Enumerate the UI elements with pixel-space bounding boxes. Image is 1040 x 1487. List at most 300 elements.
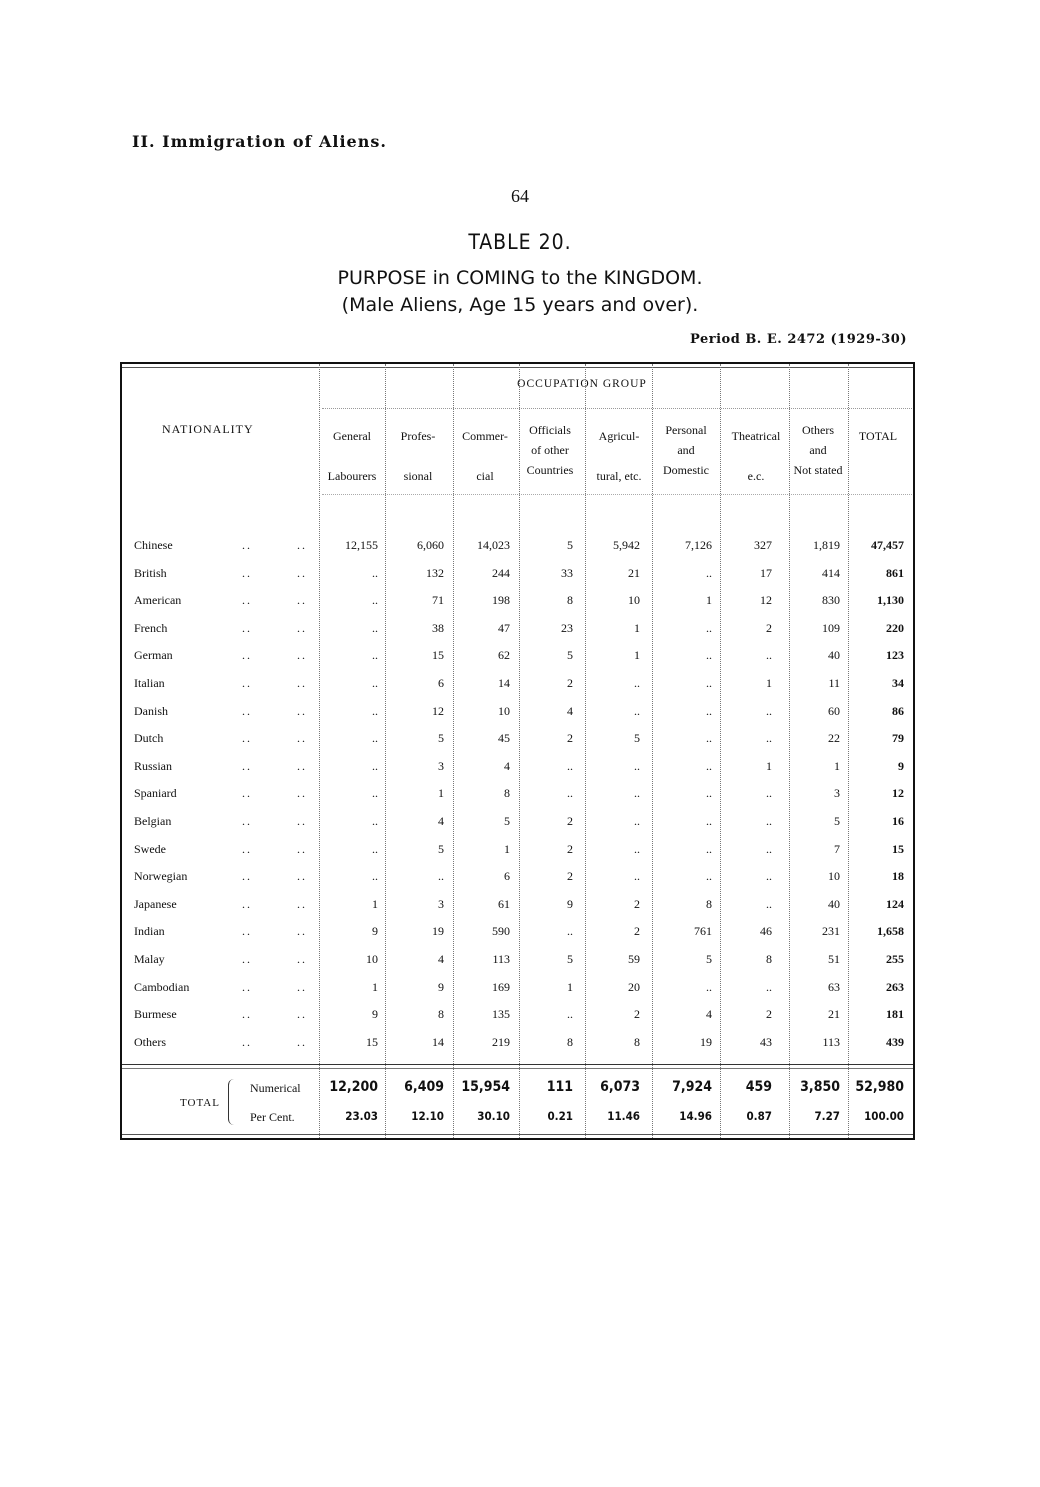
value-cell: 7 bbox=[834, 841, 840, 856]
value-cell: .. bbox=[766, 786, 772, 801]
value-cell: 198 bbox=[492, 593, 510, 608]
row-total-cell: 34 bbox=[892, 676, 904, 690]
nationality-cell: British bbox=[134, 565, 167, 580]
leader-dots: .. bbox=[297, 1034, 307, 1049]
value-cell: 9 bbox=[567, 896, 573, 911]
value-cell: 4 bbox=[438, 814, 444, 828]
value-cell: 14,023 bbox=[477, 538, 510, 552]
value-cell: 21 bbox=[628, 565, 640, 580]
column-header-line: sional bbox=[403, 469, 433, 483]
column-header-line: Commer- bbox=[462, 429, 508, 443]
value-cell: 1 bbox=[372, 979, 378, 994]
value-cell: .. bbox=[634, 703, 640, 718]
value-cell: 59 bbox=[628, 952, 640, 966]
total-numerical-cell: 7,924 bbox=[672, 1079, 712, 1095]
value-cell: .. bbox=[766, 703, 772, 718]
total-numerical-cell: 12,200 bbox=[329, 1079, 378, 1095]
value-cell: 43 bbox=[760, 1034, 772, 1049]
table-title bbox=[0, 265, 1040, 319]
value-cell: 7,126 bbox=[685, 538, 712, 552]
value-cell: .. bbox=[372, 593, 378, 608]
value-cell: 2 bbox=[567, 676, 573, 690]
total-numerical-cell: 6,073 bbox=[600, 1079, 640, 1095]
nationality-cell: German bbox=[134, 648, 173, 663]
nationality-cell: Danish bbox=[134, 703, 168, 718]
value-cell: 1 bbox=[634, 620, 640, 635]
leader-dots: .. bbox=[242, 731, 252, 746]
column-header-line: Others bbox=[802, 423, 834, 437]
column-header-line bbox=[382, 446, 454, 466]
nationality-cell: Dutch bbox=[134, 731, 164, 746]
table-row bbox=[122, 946, 913, 973]
value-cell: .. bbox=[634, 814, 640, 828]
value-cell: 2 bbox=[634, 1007, 640, 1022]
leader-dots: .. bbox=[242, 952, 252, 966]
value-cell: 219 bbox=[492, 1034, 510, 1049]
value-cell: .. bbox=[567, 924, 573, 939]
column-header bbox=[842, 426, 914, 446]
table-row bbox=[122, 918, 913, 945]
total-label: TOTAL bbox=[180, 1097, 220, 1109]
value-cell: .. bbox=[372, 565, 378, 580]
value-cell: 5 bbox=[567, 648, 573, 663]
column-header bbox=[316, 426, 388, 486]
value-cell: 2 bbox=[634, 896, 640, 911]
column-header-line: Domestic bbox=[663, 463, 709, 477]
value-cell: 38 bbox=[432, 620, 444, 635]
column-header-line bbox=[316, 446, 388, 466]
total-percent-cell: 11.46 bbox=[607, 1109, 640, 1123]
value-cell: 6 bbox=[504, 869, 510, 884]
table-number: TABLE 20. bbox=[468, 230, 572, 254]
leader-dots: .. bbox=[242, 841, 252, 856]
leader-dots: .. bbox=[242, 703, 252, 718]
column-header-line: of other bbox=[531, 443, 569, 457]
nationality-cell: Swede bbox=[134, 841, 166, 856]
column-header-line: General bbox=[333, 429, 371, 443]
value-cell: 4 bbox=[567, 703, 573, 718]
value-cell: 2 bbox=[567, 814, 573, 828]
value-cell: .. bbox=[706, 676, 712, 690]
value-cell: 62 bbox=[498, 648, 510, 663]
leader-dots: .. bbox=[242, 896, 252, 911]
value-cell: 1 bbox=[372, 896, 378, 911]
total-percent-cell: 14.96 bbox=[679, 1109, 712, 1123]
column-header-line: cial bbox=[476, 469, 494, 483]
leader-dots: .. bbox=[242, 620, 252, 635]
row-total-cell: 255 bbox=[886, 952, 904, 966]
value-cell: 244 bbox=[492, 565, 510, 580]
value-cell: 11 bbox=[828, 676, 840, 690]
row-total-cell: 47,457 bbox=[871, 538, 904, 552]
table-row bbox=[122, 615, 913, 642]
total-numerical-cell: 459 bbox=[745, 1079, 772, 1095]
leader-dots: .. bbox=[297, 758, 307, 773]
leader-dots: .. bbox=[297, 538, 307, 552]
value-cell: 109 bbox=[822, 620, 840, 635]
nationality-cell: Chinese bbox=[134, 538, 173, 552]
column-header bbox=[583, 426, 655, 486]
value-cell: .. bbox=[372, 676, 378, 690]
value-cell: 5 bbox=[438, 731, 444, 746]
value-cell: 8 bbox=[504, 786, 510, 801]
row-total-cell: 220 bbox=[886, 620, 904, 635]
leader-dots: .. bbox=[297, 731, 307, 746]
leader-dots: .. bbox=[242, 1007, 252, 1022]
value-cell: 8 bbox=[567, 1034, 573, 1049]
total-numerical-cell: 6,409 bbox=[404, 1079, 444, 1095]
value-cell: .. bbox=[567, 758, 573, 773]
row-total-cell: 181 bbox=[886, 1007, 904, 1022]
value-cell: 12,155 bbox=[345, 538, 378, 552]
row-total-cell: 123 bbox=[886, 648, 904, 663]
nationality-cell: Spaniard bbox=[134, 786, 177, 801]
row-total-cell: 79 bbox=[892, 731, 904, 746]
value-cell: 40 bbox=[828, 896, 840, 911]
value-cell: .. bbox=[372, 758, 378, 773]
period-label: Period B. E. 2472 (1929-30) bbox=[690, 332, 907, 347]
value-cell: 1 bbox=[834, 758, 840, 773]
leader-dots: .. bbox=[297, 648, 307, 663]
page-number: 64 bbox=[511, 186, 529, 206]
table-row bbox=[122, 836, 913, 863]
value-cell: .. bbox=[567, 786, 573, 801]
value-cell: .. bbox=[766, 979, 772, 994]
table-row bbox=[122, 808, 913, 835]
column-header-line: TOTAL bbox=[858, 429, 898, 443]
column-header bbox=[650, 420, 722, 480]
value-cell: 5 bbox=[438, 841, 444, 856]
value-cell: 10 bbox=[628, 593, 640, 608]
leader-dots: .. bbox=[297, 703, 307, 718]
table-row bbox=[122, 587, 913, 614]
value-cell: 4 bbox=[706, 1007, 712, 1022]
total-numerical-cell: 111 bbox=[546, 1079, 573, 1095]
value-cell: 71 bbox=[432, 593, 444, 608]
value-cell: 33 bbox=[561, 565, 573, 580]
table-row bbox=[122, 780, 913, 807]
leader-dots: .. bbox=[242, 648, 252, 663]
value-cell: .. bbox=[766, 648, 772, 663]
column-header-line: Agricul- bbox=[598, 429, 640, 443]
value-cell: 2 bbox=[634, 924, 640, 939]
leader-dots: .. bbox=[297, 676, 307, 690]
value-cell: 2 bbox=[766, 620, 772, 635]
percent-label: Per Cent. bbox=[250, 1110, 295, 1124]
value-cell: .. bbox=[766, 841, 772, 856]
value-cell: .. bbox=[372, 620, 378, 635]
value-cell: .. bbox=[706, 758, 712, 773]
nationality-cell: Italian bbox=[134, 676, 165, 690]
total-numerical-cell: 3,850 bbox=[800, 1079, 840, 1095]
column-header bbox=[449, 426, 521, 486]
value-cell: .. bbox=[706, 814, 712, 828]
value-cell: .. bbox=[706, 979, 712, 994]
value-cell: .. bbox=[766, 896, 772, 911]
total-percent-cell: 23.03 bbox=[345, 1109, 378, 1123]
row-total-cell: 861 bbox=[886, 565, 904, 580]
value-cell: 132 bbox=[426, 565, 444, 580]
nationality-cell: Burmese bbox=[134, 1007, 177, 1022]
value-cell: 4 bbox=[504, 758, 510, 773]
numerical-label: Numerical bbox=[250, 1081, 301, 1095]
table-row bbox=[122, 698, 913, 725]
column-header-line: Profes- bbox=[400, 429, 436, 443]
nationality-cell: Malay bbox=[134, 952, 165, 966]
value-cell: 17 bbox=[760, 565, 772, 580]
value-cell: 5 bbox=[504, 814, 510, 828]
leader-dots: .. bbox=[297, 1007, 307, 1022]
row-total-cell: 9 bbox=[898, 758, 904, 773]
column-header-line: Officials bbox=[529, 423, 571, 437]
leader-dots: .. bbox=[297, 786, 307, 801]
column-header bbox=[514, 420, 586, 480]
column-header-line: Not stated bbox=[793, 463, 843, 477]
value-cell: 2 bbox=[567, 869, 573, 884]
table-row bbox=[122, 891, 913, 918]
value-cell: .. bbox=[567, 1007, 573, 1022]
value-cell: 6,060 bbox=[417, 538, 444, 552]
value-cell: .. bbox=[706, 731, 712, 746]
nationality-cell: Cambodian bbox=[134, 979, 190, 994]
title-line-1: PURPOSE in COMING to the KINGDOM. bbox=[337, 267, 703, 289]
value-cell: .. bbox=[372, 703, 378, 718]
value-cell: 5 bbox=[706, 952, 712, 966]
column-header bbox=[382, 426, 454, 486]
nationality-cell: Russian bbox=[134, 758, 173, 773]
occupation-group-header: OCCUPATION GROUP bbox=[517, 378, 647, 390]
value-cell: .. bbox=[706, 565, 712, 580]
row-total-cell: 12 bbox=[892, 786, 904, 801]
value-cell: 47 bbox=[498, 620, 510, 635]
value-cell: .. bbox=[706, 703, 712, 718]
value-cell: 20 bbox=[628, 979, 640, 994]
value-cell: 46 bbox=[760, 924, 772, 939]
leader-dots: .. bbox=[297, 896, 307, 911]
leader-dots: .. bbox=[297, 814, 307, 828]
table-row bbox=[122, 753, 913, 780]
value-cell: .. bbox=[706, 869, 712, 884]
value-cell: 113 bbox=[822, 1034, 840, 1049]
nationality-cell: American bbox=[134, 593, 182, 608]
value-cell: 51 bbox=[828, 952, 840, 966]
totals-block bbox=[122, 1064, 913, 1135]
leader-dots: .. bbox=[242, 538, 252, 552]
value-cell: .. bbox=[372, 786, 378, 801]
value-cell: .. bbox=[634, 869, 640, 884]
value-cell: 14 bbox=[432, 1034, 444, 1049]
leader-dots: .. bbox=[242, 758, 252, 773]
value-cell: 19 bbox=[432, 924, 444, 939]
nationality-cell: Norwegian bbox=[134, 869, 188, 884]
value-cell: 22 bbox=[828, 731, 840, 746]
value-cell: 1 bbox=[634, 648, 640, 663]
value-cell: 1 bbox=[504, 841, 510, 856]
value-cell: 414 bbox=[822, 565, 840, 580]
leader-dots: .. bbox=[297, 841, 307, 856]
value-cell: 327 bbox=[754, 538, 772, 552]
leader-dots: .. bbox=[242, 814, 252, 828]
column-header-line bbox=[449, 446, 521, 466]
value-cell: 169 bbox=[492, 979, 510, 994]
data-table bbox=[120, 362, 915, 1140]
total-percent-cell: 0.87 bbox=[746, 1109, 772, 1123]
value-cell: 10 bbox=[828, 869, 840, 884]
value-cell: 2 bbox=[567, 731, 573, 746]
row-total-cell: 18 bbox=[892, 869, 904, 884]
value-cell: 8 bbox=[438, 1007, 444, 1022]
leader-dots: .. bbox=[297, 952, 307, 966]
value-cell: .. bbox=[706, 841, 712, 856]
value-cell: 5,942 bbox=[613, 538, 640, 552]
value-cell: 1 bbox=[438, 786, 444, 801]
leader-dots: .. bbox=[297, 593, 307, 608]
value-cell: .. bbox=[766, 814, 772, 828]
row-total-cell: 263 bbox=[886, 979, 904, 994]
row-total-cell: 15 bbox=[892, 841, 904, 856]
row-total-cell: 439 bbox=[886, 1034, 904, 1049]
total-numerical-cell: 52,980 bbox=[855, 1079, 904, 1095]
total-percent-cell: 12.10 bbox=[411, 1109, 444, 1123]
row-total-cell: 16 bbox=[892, 814, 904, 828]
total-percent-cell: 30.10 bbox=[477, 1109, 510, 1123]
nationality-cell: Japanese bbox=[134, 896, 177, 911]
value-cell: 2 bbox=[567, 841, 573, 856]
row-total-cell: 1,130 bbox=[877, 593, 904, 608]
table-row bbox=[122, 1001, 913, 1028]
value-cell: .. bbox=[766, 731, 772, 746]
leader-dots: .. bbox=[297, 620, 307, 635]
value-cell: .. bbox=[372, 731, 378, 746]
value-cell: 63 bbox=[828, 979, 840, 994]
value-cell: 8 bbox=[567, 593, 573, 608]
value-cell: 14 bbox=[498, 676, 510, 690]
value-cell: 15 bbox=[366, 1034, 378, 1049]
value-cell: .. bbox=[372, 814, 378, 828]
value-cell: 45 bbox=[498, 731, 510, 746]
row-total-cell: 1,658 bbox=[877, 924, 904, 939]
total-percent-cell: 0.21 bbox=[547, 1109, 573, 1123]
value-cell: 3 bbox=[834, 786, 840, 801]
table-row bbox=[122, 670, 913, 697]
value-cell: 135 bbox=[492, 1007, 510, 1022]
nationality-cell: Others bbox=[134, 1034, 166, 1049]
nationality-cell: Belgian bbox=[134, 814, 172, 828]
value-cell: 5 bbox=[634, 731, 640, 746]
value-cell: 1,819 bbox=[813, 538, 840, 552]
value-cell: 113 bbox=[492, 952, 510, 966]
table-row bbox=[122, 725, 913, 752]
column-header-line: Countries bbox=[526, 463, 574, 477]
value-cell: .. bbox=[438, 869, 444, 884]
value-cell: 5 bbox=[834, 814, 840, 828]
header-divider bbox=[322, 408, 912, 409]
nationality-cell: Indian bbox=[134, 924, 165, 939]
column-header-line: Personal bbox=[665, 423, 707, 437]
table-row bbox=[122, 560, 913, 587]
running-head: II. Immigration of Aliens. bbox=[132, 132, 387, 151]
value-cell: 4 bbox=[438, 952, 444, 966]
value-cell: 60 bbox=[828, 703, 840, 718]
leader-dots: .. bbox=[242, 593, 252, 608]
value-cell: 8 bbox=[634, 1034, 640, 1049]
table-row bbox=[122, 532, 913, 559]
value-cell: .. bbox=[372, 841, 378, 856]
total-percent-cell: 7.27 bbox=[814, 1109, 840, 1123]
total-percent-cell: 100.00 bbox=[864, 1109, 904, 1123]
column-header-line: tural, etc. bbox=[596, 469, 642, 483]
leader-dots: .. bbox=[242, 676, 252, 690]
nationality-cell: French bbox=[134, 620, 168, 635]
value-cell: 12 bbox=[432, 703, 444, 718]
value-cell: .. bbox=[372, 869, 378, 884]
leader-dots: .. bbox=[242, 1034, 252, 1049]
value-cell: 1 bbox=[766, 676, 772, 690]
value-cell: 19 bbox=[700, 1034, 712, 1049]
value-cell: .. bbox=[372, 648, 378, 663]
leader-dots: .. bbox=[297, 979, 307, 994]
value-cell: .. bbox=[766, 869, 772, 884]
value-cell: 761 bbox=[694, 924, 712, 939]
leader-dots: .. bbox=[297, 565, 307, 580]
value-cell: 23 bbox=[561, 620, 573, 635]
value-cell: 9 bbox=[372, 1007, 378, 1022]
value-cell: 40 bbox=[828, 648, 840, 663]
leader-dots: .. bbox=[242, 924, 252, 939]
value-cell: 830 bbox=[822, 593, 840, 608]
value-cell: .. bbox=[634, 676, 640, 690]
value-cell: .. bbox=[706, 786, 712, 801]
column-header-line bbox=[583, 446, 655, 466]
value-cell: .. bbox=[706, 620, 712, 635]
value-cell: .. bbox=[634, 786, 640, 801]
value-cell: 3 bbox=[438, 896, 444, 911]
total-numerical-cell: 15,954 bbox=[461, 1079, 510, 1095]
value-cell: 15 bbox=[432, 648, 444, 663]
leader-dots: .. bbox=[297, 924, 307, 939]
value-cell: 1 bbox=[567, 979, 573, 994]
value-cell: 10 bbox=[498, 703, 510, 718]
column-header-line: and bbox=[677, 443, 695, 457]
row-total-cell: 86 bbox=[892, 703, 904, 718]
value-cell: 6 bbox=[438, 676, 444, 690]
value-cell: 21 bbox=[828, 1007, 840, 1022]
table-row bbox=[122, 1029, 913, 1056]
value-cell: .. bbox=[634, 841, 640, 856]
nationality-header: NATIONALITY bbox=[162, 422, 254, 436]
leader-dots: .. bbox=[242, 869, 252, 884]
value-cell: 8 bbox=[766, 952, 772, 966]
value-cell: 10 bbox=[366, 952, 378, 966]
column-header-line: e.c. bbox=[747, 469, 765, 483]
value-cell: 8 bbox=[706, 896, 712, 911]
leader-dots: .. bbox=[242, 565, 252, 580]
table-row bbox=[122, 863, 913, 890]
value-cell: 12 bbox=[760, 593, 772, 608]
value-cell: 1 bbox=[766, 758, 772, 773]
column-header-line: Labourers bbox=[327, 469, 377, 483]
value-cell: .. bbox=[634, 758, 640, 773]
value-cell: 61 bbox=[498, 896, 510, 911]
leader-dots: .. bbox=[297, 869, 307, 884]
value-cell: 5 bbox=[567, 952, 573, 966]
leader-dots: .. bbox=[242, 979, 252, 994]
table-row bbox=[122, 974, 913, 1001]
row-total-cell: 124 bbox=[886, 896, 904, 911]
value-cell: 231 bbox=[822, 924, 840, 939]
value-cell: 1 bbox=[706, 593, 712, 608]
value-cell: 5 bbox=[567, 538, 573, 552]
